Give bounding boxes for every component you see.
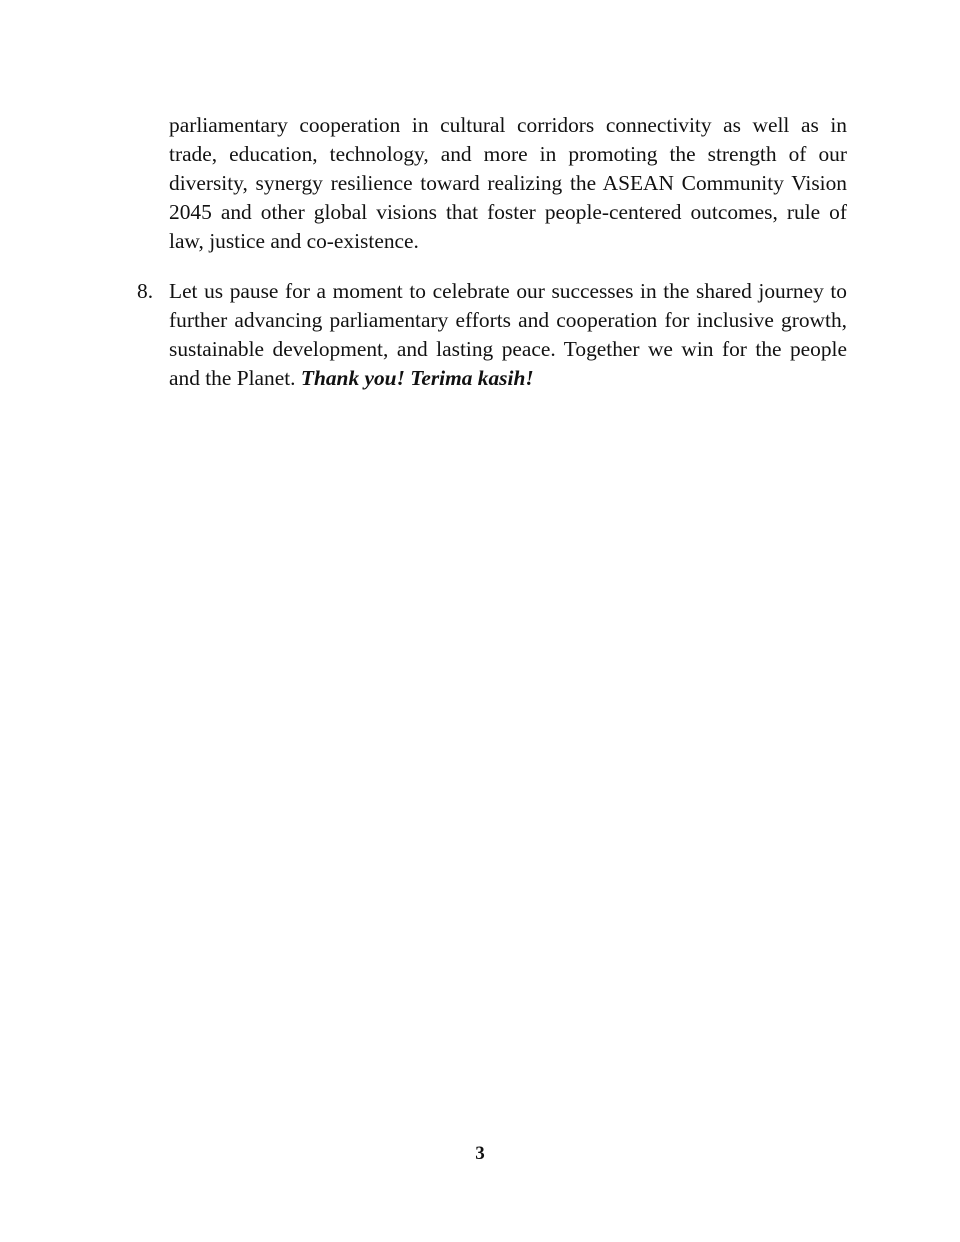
paragraph-last-line <box>169 364 847 393</box>
paragraph-line: parliamentary cooperation in cultural corridors connectivity as well as in <box>169 113 847 137</box>
paragraph-line: law, justice and co-existence. <box>169 229 419 254</box>
page-number: 3 <box>475 1143 485 1164</box>
paragraph-line: sustainable development, and lasting peace. Together we win for the people <box>169 337 847 362</box>
paragraph-line: diversity, synergy resilience toward realizing the ASEAN Community Vision <box>169 171 847 196</box>
paragraph-8 <box>169 277 847 393</box>
list-item-number: 8. <box>137 279 154 303</box>
paragraph-line: 2045 and other global visions that foster people-centered outcomes, rule of <box>169 200 847 225</box>
closing-thanks: Thank you! Terima kasih! <box>300 366 534 391</box>
paragraph-line: Let us pause for a moment to celebrate our successes in the shared journey to <box>169 279 847 303</box>
paragraph-line: further advancing parliamentary efforts and cooperation for inclusive growth, <box>169 308 847 333</box>
paragraph-line: trade, education, technology, and more in promoting the strength of our <box>169 142 847 167</box>
paragraph-continued <box>169 111 847 256</box>
paragraph-line-text: and the Planet. <box>169 366 296 391</box>
